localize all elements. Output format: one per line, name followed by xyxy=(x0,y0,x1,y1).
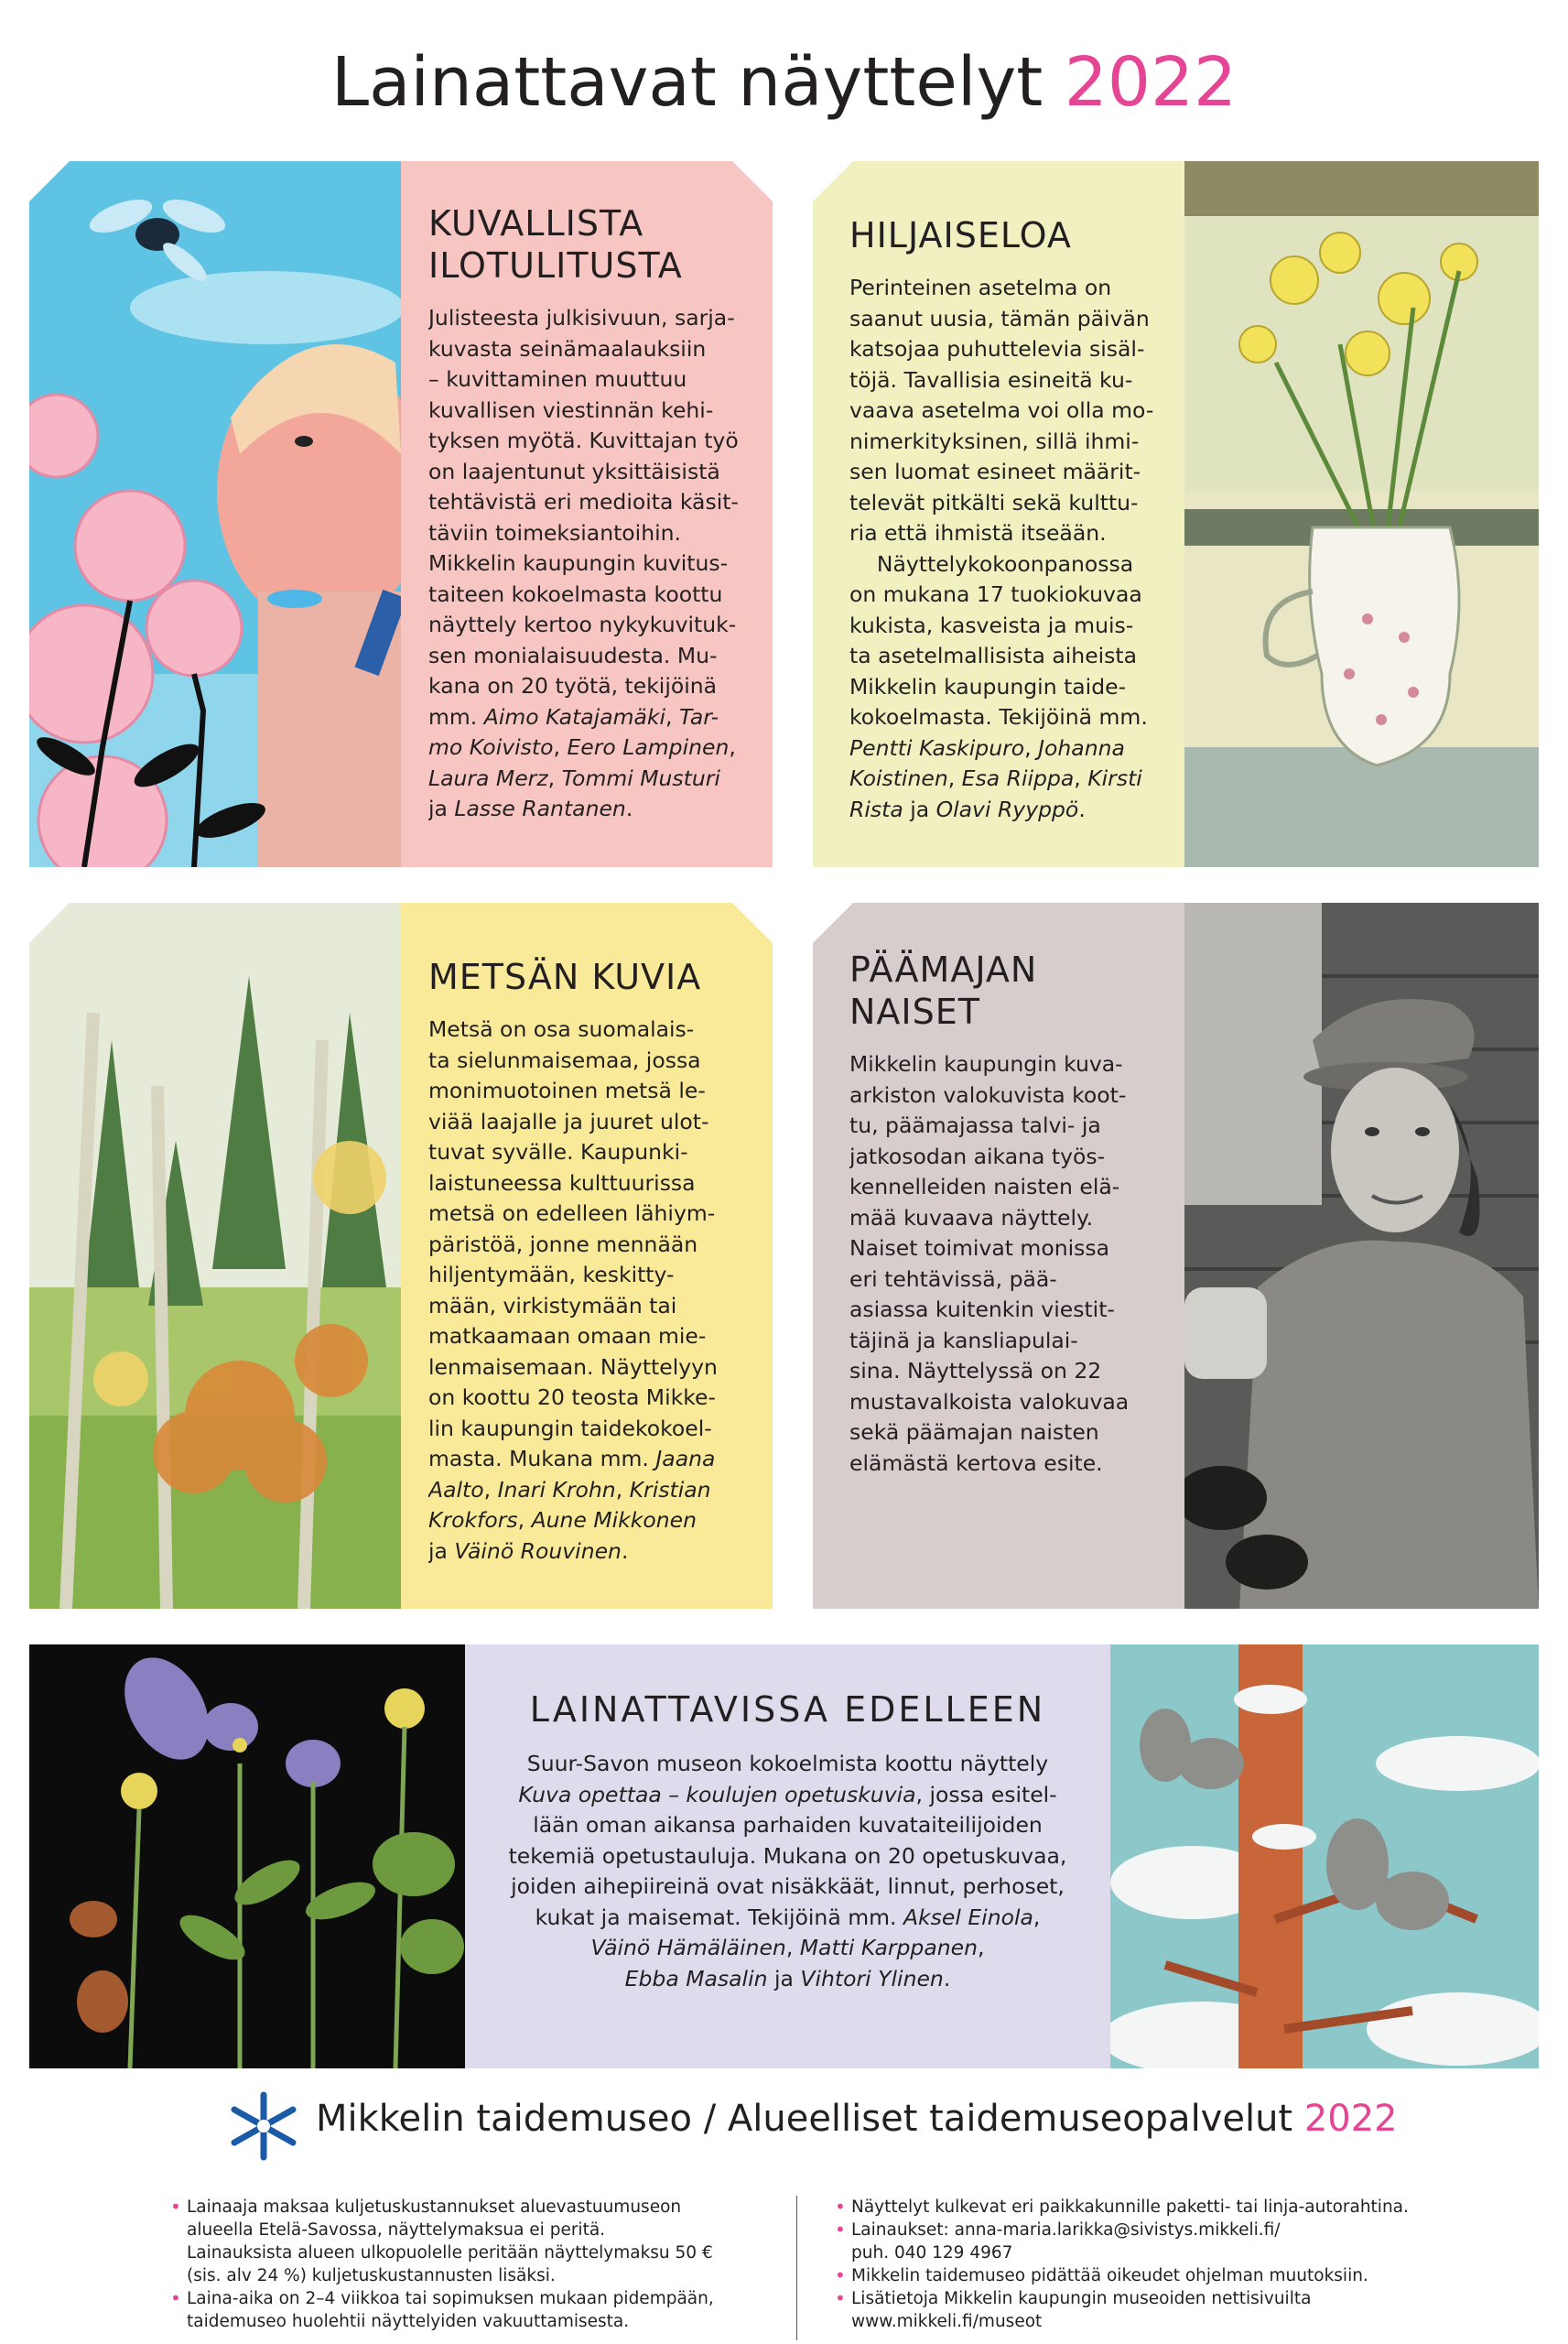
museum-logo-icon xyxy=(227,2089,300,2163)
illustration-image-4 xyxy=(1184,903,1539,1609)
exhibition-body-5: Suur-Savon museon kokoelmista koottu näyttely Kuva opettaa – koulujen opetuskuvia, jossa esitel- lään oman aikansa parhaiden kuvataiteilijoiden tekemiä opetustauluja. Mukana on 20 opetuskuvaa, joiden aihepiireinä ovat nisäkkäät, linnut, perhoset, kukat ja maisemat. Tekijöinä mm. Aksel Einola, Väinö Hämäläinen, Matti Karppanen, Ebba Masalin ja Vihtori Ylinen. xyxy=(508,1751,1067,1991)
footer-note xyxy=(851,2219,1530,2264)
exhibition-text-4 xyxy=(849,949,1179,1479)
illustration-image-5a xyxy=(29,1644,465,2068)
illustration-image-2 xyxy=(1184,161,1539,867)
exhibition-heading-3: METSÄN KUVIA xyxy=(428,957,702,997)
exhibition-heading-5: LAINATTAVISSA EDELLEEN xyxy=(529,1689,1046,1730)
footer-notes-left xyxy=(170,2196,793,2333)
illustration-panel-5b xyxy=(1110,1644,1539,2068)
contact-email[interactable]: Lainaukset: anna-maria.larikka@sivistys.mikkeli.fi/ xyxy=(851,2220,1281,2240)
illustration-panel-1 xyxy=(29,161,401,867)
exhibition-heading-4: PÄÄMAJAN NAISET xyxy=(849,950,1038,1032)
footer-org-title: Mikkelin taidemuseo / Alueelliset taidemuseopalvelut 2022 xyxy=(316,2098,1398,2140)
illustration-panel-4 xyxy=(1184,903,1539,1609)
exhibition-panel-1 xyxy=(401,161,773,867)
footer-divider xyxy=(796,2196,797,2340)
footer-note: • Lainaaja maksaa kuljetuskustannukset aluevastuumuseon alueella Etelä-Savossa, näyttelymaksua ei peritä. Lainauksista alueen ulkopuolelle peritään näyttelymaksu 50 € (sis. alv 24 %) kuljetuskustannusten lisäksi. xyxy=(187,2196,793,2287)
illustration-panel-2 xyxy=(1184,161,1539,867)
contact-phone: puh. 040 129 4967 xyxy=(851,2243,1013,2263)
exhibition-text-2 xyxy=(849,214,1179,825)
illustration-panel-5a xyxy=(29,1644,465,2068)
exhibition-body-3: Metsä on osa suomalais- ta sielunmaisemaa, jossa monimuotoinen metsä le- viää laajalle ja juuret ulot- tuvat syvälle. Kaupunki- laistuneessa kulttuurissa metsä on edelleen lähiym- päristöä, jonne mennään hiljentymään, keskitty- mään, virkistymään tai matkaamaan omaan mie- lenmaisemaan. Näyttelyyn on koottu 20 teosta Mikke- lin kaupungin taidekokoel- masta. Mukana mm. Jaana Aalto, Inari Krohn, Kristian Krokfors, Aune Mikkonen ja Väinö Rouvinen. xyxy=(428,1016,718,1564)
exhibition-panel-3 xyxy=(401,903,773,1609)
illustration-image-5b xyxy=(1110,1644,1539,2068)
exhibition-text-5 xyxy=(465,1688,1110,1994)
page-title: Lainattavat näyttelyt 2022 xyxy=(330,43,1238,122)
exhibition-heading-1: KUVALLISTA ILOTULITUSTA xyxy=(428,203,683,286)
illustration-image-1 xyxy=(29,161,401,867)
exhibition-body-2: Perinteinen asetelma on saanut uusia, tämän päivän katsojaa puhuttelevia sisäl- töjä. Tavallisia esineitä ku- vaava asetelma voi olla mo- nimerkityksinen, sillä ihmi- sen luomat esineet määrit- televät pitkälti sekä kulttu- ria että ihmistä itseään. Näyttelykokoonpanossa on mukana 17 tuokiokuvaa kukista, kasveista ja muis- ta asetelmallisista aiheista Mikkelin kaupungin taide- kokoelmasta. Tekijöinä mm. Pentti Kaskipuro, Johanna Koistinen, Esa Riippa, Kirsti Rista ja Olavi Ryyppö. xyxy=(849,275,1154,822)
exhibition-body-4: Mikkelin kaupungin kuva- arkiston valokuvista koot- tu, päämajassa talvi- ja jatkosodan aikana työs- kennelleiden naisten elä- mää kuvaava näyttely. Naiset toimivat monissa eri tehtävissä, pää- asiassa kuitenkin viestit- täjinä ja kansliapulai- sina. Näyttelyssä on 22 mustavalkoista valokuvaa sekä päämajan naisten elämästä kertova esite. xyxy=(849,1051,1130,1476)
footer-note: • Näyttelyt kulkevat eri paikkakunnille paketti- tai linja-autorahtina. xyxy=(851,2196,1530,2219)
footer-notes-right xyxy=(835,2196,1530,2333)
exhibition-text-1 xyxy=(428,202,767,825)
exhibition-text-3 xyxy=(428,956,767,1567)
footer-note: • Lisätietoja Mikkelin kaupungin museoiden nettisivuilta www.mikkeli.fi/museot xyxy=(851,2287,1530,2333)
exhibition-heading-2: HILJAISELOA xyxy=(849,215,1072,255)
footer-note: • Mikkelin taidemuseo pidättää oikeudet ohjelman muutoksiin. xyxy=(851,2264,1530,2287)
exhibition-panel-5 xyxy=(465,1644,1110,2068)
exhibition-panel-2 xyxy=(813,161,1184,867)
footer-note: • Laina-aika on 2–4 viikkoa tai sopimuksen mukaan pidempään, taidemuseo huolehtii näyttelyiden vakuuttamisesta. xyxy=(187,2287,793,2333)
exhibition-panel-4 xyxy=(813,903,1184,1609)
exhibition-body-1: Julisteesta julkisivuun, sarja- kuvasta seinämaalauksiin – kuvittaminen muuttuu kuvallisen viestinnän kehi- tyksen myötä. Kuvittajan työ on laajentunut yksittäisistä tehtävistä eri medioita käsit- täviin toimeksiantoihin. Mikkelin kaupungin kuvitus- taiteen kokoelmasta koottu näyttely kertoo nykykuvituk- sen monialaisuudesta. Mu- kana on 20 työtä, tekijöinä mm. Aimo Katajamäki, Tar- mo Koivisto, Eero Lampinen, Laura Merz, Tommi Musturi ja Lasse Rantanen. xyxy=(428,305,739,821)
illustration-panel-3 xyxy=(29,903,401,1609)
museum-website-link[interactable]: www.mikkeli.fi/museot xyxy=(851,2312,1043,2331)
illustration-image-3 xyxy=(29,903,401,1609)
